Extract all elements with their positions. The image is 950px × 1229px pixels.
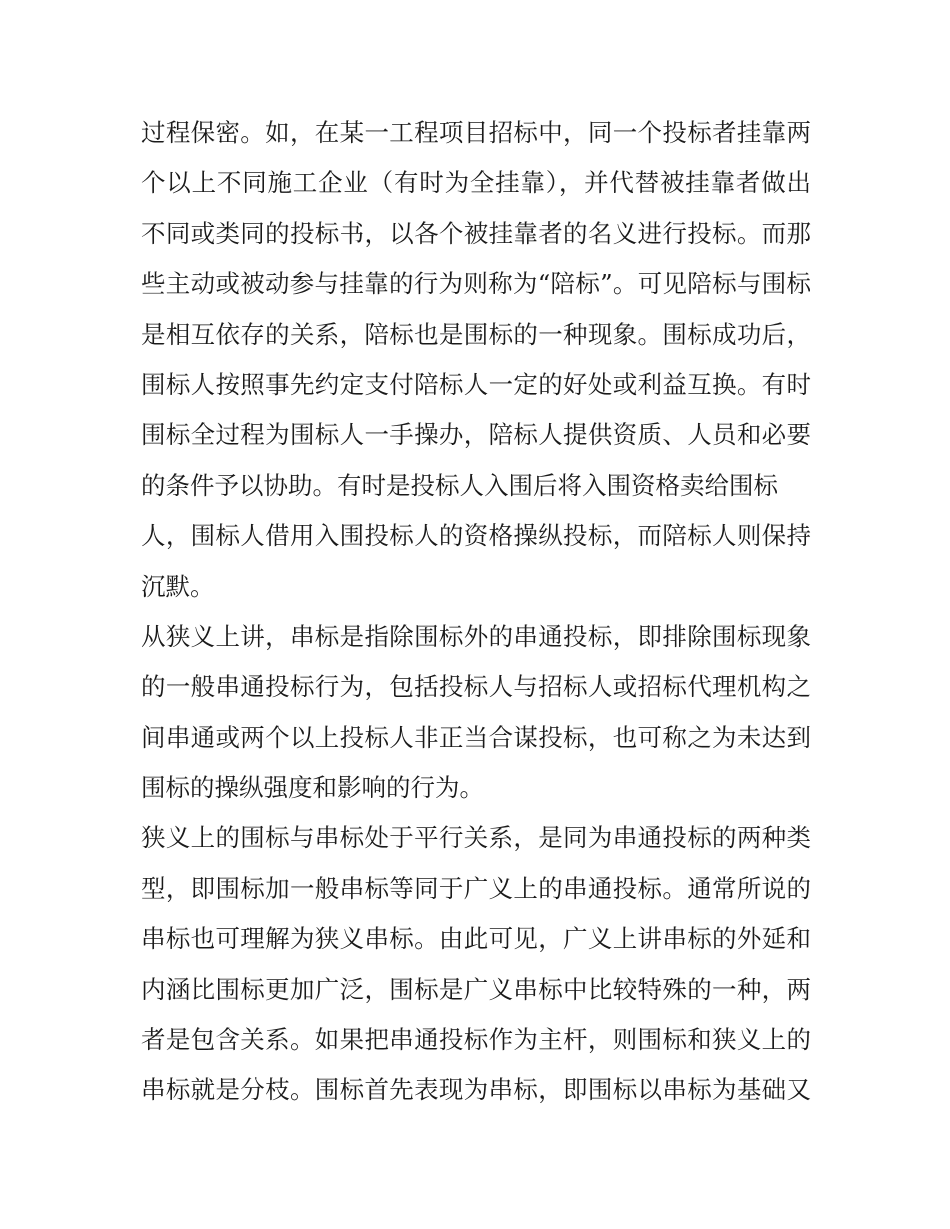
text-line: 过程保密。如，在某一工程项目招标中，同一个投标者挂靠两 (141, 118, 811, 147)
text-line: 沉默。 (141, 571, 215, 601)
text-line: 的一般串通投标行为，包括投标人与招标人或招标代理机构之 (141, 672, 811, 702)
text-line: 从狭义上讲，串标是指除围标外的串通投标，即排除围标现象 (141, 621, 811, 651)
text-line: 串标就是分枝。围标首先表现为串标，即围标以串标为基础又 (141, 1075, 811, 1105)
text-line: 者是包含关系。如果把串通投标作为主杆，则围标和狭义上的 (141, 1025, 811, 1055)
text-line: 围标全过程为围标人一手操办，陪标人提供资质、人员和必要 (141, 420, 811, 450)
text-line: 围标的操纵强度和影响的行为。 (141, 773, 484, 803)
text-line: 串标也可理解为狭义串标。由此可见，广义上讲串标的外延和 (141, 924, 811, 954)
text-line: 不同或类同的投标书，以各个被挂靠者的名义进行投标。而那 (141, 218, 811, 248)
text-line: 些主动或被动参与挂靠的行为则称为“陪标”。可见陪标与围标 (141, 269, 811, 299)
text-line: 围标人按照事先约定支付陪标人一定的好处或利益互换。有时 (141, 369, 811, 399)
text-line: 狭义上的围标与串标处于平行关系，是同为串通投标的两种类 (141, 823, 811, 853)
text-line: 是相互依存的关系，陪标也是围标的一种现象。围标成功后， (141, 319, 811, 349)
text-line: 的条件予以协助。有时是投标人入围后将入围资格卖给围标 (141, 470, 778, 500)
text-line: 型，即围标加一般串标等同于广义上的串通投标。通常所说的 (141, 873, 811, 903)
body-text (141, 108, 811, 1116)
text-line: 内涵比围标更加广泛，围标是广义串标中比较特殊的一种，两 (141, 974, 811, 1004)
text-line: 间串通或两个以上投标人非正当合谋投标，也可称之为未达到 (141, 722, 811, 752)
text-line: 人，围标人借用入围投标人的资格操纵投标，而陪标人则保持 (141, 521, 811, 551)
text-line: 个以上不同施工企业（有时为全挂靠），并代替被挂靠者做出 (141, 168, 811, 198)
